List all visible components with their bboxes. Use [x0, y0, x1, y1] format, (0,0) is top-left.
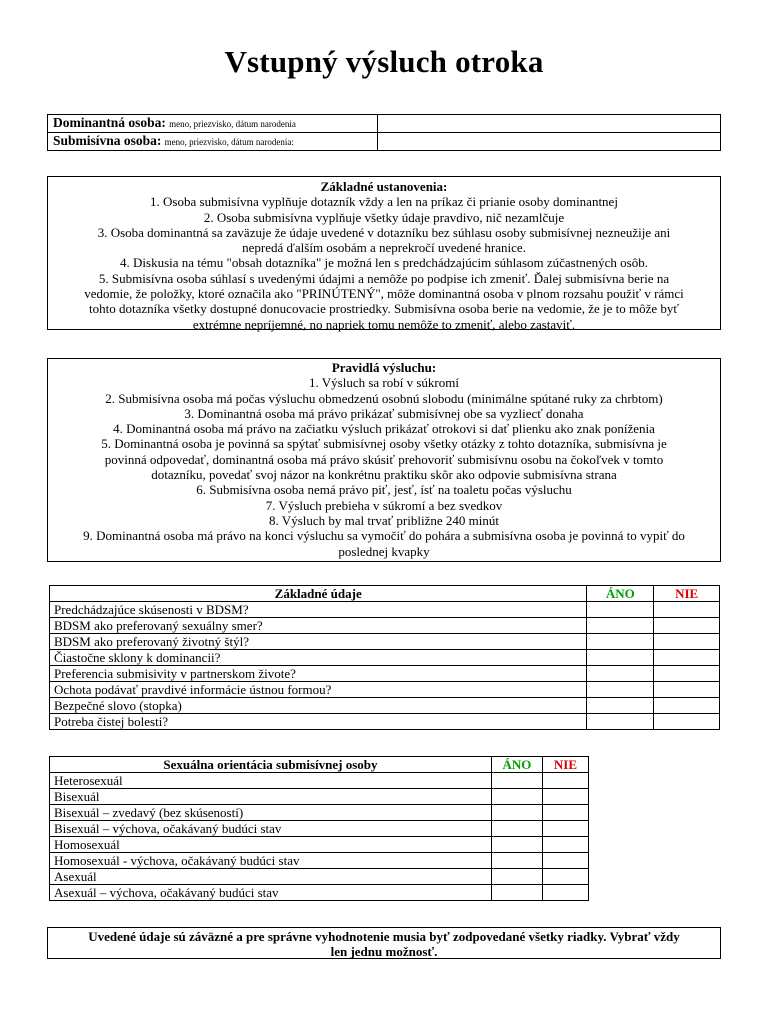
interrogation-rules-heading: Pravidlá výsluchu:: [331, 360, 437, 375]
question-label: Bezpečné slovo (stopka): [50, 698, 587, 714]
submissive-label: Submisívna osoba:: [53, 133, 162, 148]
nie-checkbox-cell[interactable]: [542, 805, 588, 821]
table-header-row: [50, 586, 720, 602]
question-label: BDSM ako preferovaný sexuálny smer?: [50, 618, 587, 634]
interrogation-rules-box: [47, 358, 721, 562]
basic-provision-line: 5. Submisívna osoba súhlasí s uvedenými údajmi a nemôže po podpise ich zmeniť. Ďalej submisívna berie na: [98, 270, 670, 286]
nie-column-header: NIE: [542, 757, 588, 773]
ano-checkbox-cell[interactable]: [587, 698, 654, 714]
basic-provisions-box: [47, 176, 721, 330]
ano-checkbox-cell[interactable]: [587, 634, 654, 650]
basic-provision-line: 1. Osoba submisívna vyplňuje dotazník vždy a len na príkaz či prianie osoby dominantnej: [150, 194, 618, 210]
ano-checkbox-cell[interactable]: [587, 650, 654, 666]
page-title: Vstupný výsluch otroka: [224, 44, 544, 79]
binding-note-line: Uvedené údaje sú záväzné a pre správne vyhodnotenie musia byť zodpovedané všetky riadky. Vybrať vždy: [88, 929, 680, 944]
orientation-label: Asexuál – výchova, očakávaný budúci stav: [50, 885, 492, 901]
ano-checkbox-cell[interactable]: [491, 885, 542, 901]
ano-checkbox-cell[interactable]: [491, 789, 542, 805]
basic-data-table: [49, 585, 720, 730]
orientation-heading: Sexuálna orientácia submisívnej osoby: [50, 757, 492, 773]
nie-checkbox-cell[interactable]: [654, 618, 720, 634]
ano-checkbox-cell[interactable]: [491, 853, 542, 869]
table-row: [50, 682, 720, 698]
question-label: Preferencia submisivity v partnerskom živote?: [50, 666, 587, 682]
table-row: [50, 650, 720, 666]
nie-checkbox-cell[interactable]: [542, 837, 588, 853]
interrogation-rule-line: 3. Dominantná osoba má právo prikázať submisívnej obe sa vyzliecť donaha: [184, 405, 584, 421]
nie-checkbox-cell[interactable]: [542, 869, 588, 885]
table-row: [50, 789, 589, 805]
table-row: [50, 805, 589, 821]
ano-checkbox-cell[interactable]: [587, 682, 654, 698]
table-row: [50, 869, 589, 885]
table-row: [50, 821, 589, 837]
basic-provision-line: 4. Diskusia na tému "obsah dotazníka" je možná len s predchádzajúcim súhlasom zúčastnených osôb.: [120, 255, 648, 271]
ano-column-header: ÁNO: [587, 586, 654, 602]
interrogation-rule-line: 4. Dominantná osoba má právo na začiatku výsluch prikázať otrokovi si dať plienku ako znak poníženia: [113, 421, 655, 437]
interrogation-rule-line: 7. Výsluch prebieha v súkromí a bez svedkov: [265, 497, 503, 513]
basic-provision-line: vedomie, že položky, ktoré označila ako "PRINÚTENÝ", môže dominantná osoba v plnom rozsahu použiť v rámci: [84, 286, 684, 302]
ano-checkbox-cell[interactable]: [587, 618, 654, 634]
table-row: [50, 666, 720, 682]
table-row: [50, 698, 720, 714]
ano-checkbox-cell[interactable]: [491, 821, 542, 837]
nie-checkbox-cell[interactable]: [654, 602, 720, 618]
submissive-value-field[interactable]: [378, 133, 721, 151]
table-row: [50, 634, 720, 650]
table-row: [50, 714, 720, 730]
basic-provision-line: 2. Osoba submisívna vyplňuje všetky údaje pravdivo, nič nezamlčuje: [203, 209, 565, 225]
basic-provisions-heading: Základné ustanovenia:: [320, 179, 448, 194]
ano-checkbox-cell[interactable]: [491, 837, 542, 853]
nie-checkbox-cell[interactable]: [542, 789, 588, 805]
identity-table: [47, 114, 721, 151]
nie-checkbox-cell[interactable]: [542, 853, 588, 869]
interrogation-rule-line: 5. Dominantná osoba je povinná sa spýtať submisívnej osoby všetky otázky z tohto dotazníka, submisívna je: [101, 436, 667, 452]
basic-provision-line: extrémne nepríjemné, no napriek tomu nemôže to zmeniť, alebo zastaviť.: [192, 316, 576, 332]
table-row: [50, 885, 589, 901]
ano-checkbox-cell[interactable]: [491, 869, 542, 885]
basic-provision-line: tohto dotazníka všetky dostupné donucovacie prostriedky. Submisívna osoba berie na vedomie, že je to môže byť: [89, 301, 679, 317]
nie-checkbox-cell[interactable]: [654, 650, 720, 666]
nie-column-header: NIE: [654, 586, 720, 602]
nie-checkbox-cell[interactable]: [654, 666, 720, 682]
question-label: Predchádzajúce skúsenosti v BDSM?: [50, 602, 587, 618]
ano-checkbox-cell[interactable]: [587, 602, 654, 618]
table-row: [50, 602, 720, 618]
nie-checkbox-cell[interactable]: [654, 698, 720, 714]
orientation-label: Bisexuál – zvedavý (bez skúseností): [50, 805, 492, 821]
nie-checkbox-cell[interactable]: [654, 634, 720, 650]
dominant-hint: meno, priezvisko, dátum narodenia: [169, 119, 296, 129]
ano-checkbox-cell[interactable]: [491, 805, 542, 821]
interrogation-rule-line: dotazníku, povedať svoj názor na konkrétnu praktiku skôr ako odpovie submisívna strana: [151, 467, 617, 483]
orientation-label: Homosexuál - výchova, očakávaný budúci stav: [50, 853, 492, 869]
interrogation-rule-line: povinná odpovedať, dominantná osoba má právo skúsiť prehovoriť submisívnu osobu na čokoľvek v tomto: [104, 451, 664, 467]
dominant-value-field[interactable]: [378, 115, 721, 133]
interrogation-rule-line: 2. Submisívna osoba má počas výsluchu obmedzenú osobnú slobodu (minimálne spútané ruky za chrbtom): [105, 390, 663, 406]
submissive-hint: meno, priezvisko, dátum narodenia:: [164, 137, 294, 147]
orientation-label: Homosexuál: [50, 837, 492, 853]
question-label: Čiastočne sklony k dominancii?: [50, 650, 587, 666]
table-row: [50, 853, 589, 869]
table-row: [50, 837, 589, 853]
question-label: Potreba čistej bolesti?: [50, 714, 587, 730]
basic-provision-line: nepredá ďalším osobám a neprekročí uvedené hranice.: [242, 240, 526, 256]
interrogation-rule-line: 1. Výsluch sa robí v súkromí: [309, 375, 459, 391]
table-row: [48, 133, 721, 151]
binding-note-box: [47, 927, 721, 959]
ano-checkbox-cell[interactable]: [491, 773, 542, 789]
orientation-label: Bisexuál – výchova, očakávaný budúci stav: [50, 821, 492, 837]
ano-checkbox-cell[interactable]: [587, 714, 654, 730]
question-label: Ochota podávať pravdivé informácie ústnou formou?: [50, 682, 587, 698]
interrogation-rule-line: 8. Výsluch by mal trvať približne 240 minút: [269, 512, 499, 528]
dominant-label: Dominantná osoba:: [53, 115, 166, 130]
question-label: BDSM ako preferovaný životný štýl?: [50, 634, 587, 650]
orientation-label: Asexuál: [50, 869, 492, 885]
submissive-label-cell: [48, 133, 378, 151]
interrogation-rule-line: 9. Dominantná osoba má právo na konci výsluchu sa vymočiť do pohára a submisívna osoba je povinná to vypiť do: [83, 528, 685, 544]
nie-checkbox-cell[interactable]: [654, 714, 720, 730]
orientation-table: [49, 756, 589, 901]
interrogation-rule-line: poslednej kvapky: [338, 543, 430, 559]
nie-checkbox-cell[interactable]: [542, 821, 588, 837]
nie-checkbox-cell[interactable]: [542, 885, 588, 901]
table-row: [50, 618, 720, 634]
table-row: [48, 115, 721, 133]
orientation-label: Heterosexuál: [50, 773, 492, 789]
table-header-row: [50, 757, 589, 773]
basic-data-heading: Základné údaje: [50, 586, 587, 602]
interrogation-rule-line: 6. Submisívna osoba nemá právo piť, jesť, ísť na toaletu počas výsluchu: [196, 482, 572, 498]
binding-note-line: len jednu možnosť.: [330, 944, 438, 959]
basic-provision-line: 3. Osoba dominantná sa zaväzuje že údaje uvedené v dotazníku bez súhlasu osoby submisívnej nezneužije ani: [97, 224, 671, 240]
dominant-label-cell: [48, 115, 378, 133]
ano-checkbox-cell[interactable]: [587, 666, 654, 682]
table-row: [50, 773, 589, 789]
ano-column-header: ÁNO: [491, 757, 542, 773]
nie-checkbox-cell[interactable]: [542, 773, 588, 789]
nie-checkbox-cell[interactable]: [654, 682, 720, 698]
orientation-label: Bisexuál: [50, 789, 492, 805]
